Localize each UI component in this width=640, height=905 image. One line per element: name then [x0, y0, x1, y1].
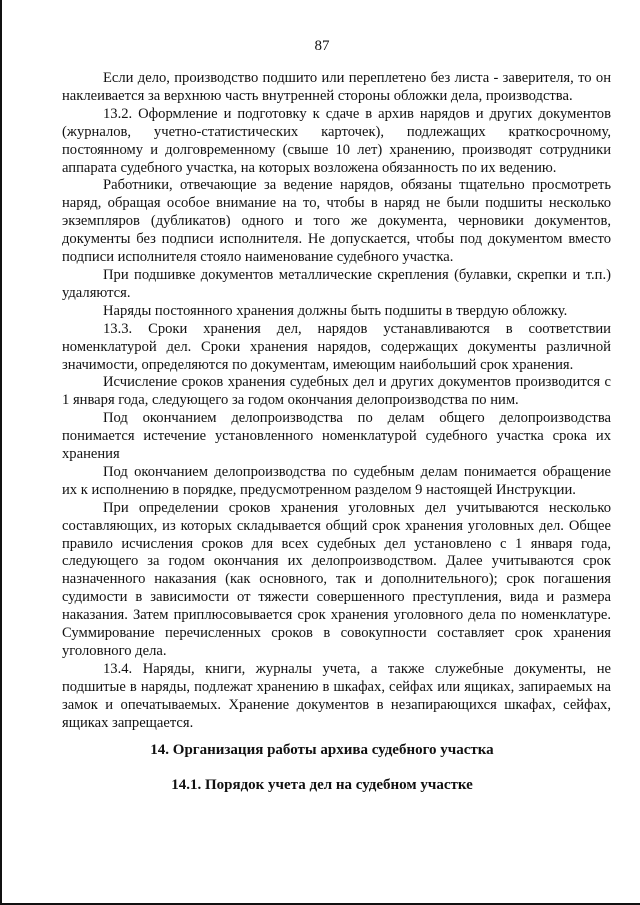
paragraph: При определении сроков хранения уголовных дел учитываются несколько составляющих, из которых складывается общий срок хранения уголовных дел. Общее правило исчисления сроков для всех судебных дел установлено с 1 января года, следующего за годом окончания их делопроизводством. Далее учитываются срок назначенного наказания (как основного, так и дополнительного); срок погашения судимости в зависимости от тяжести совершенного преступления, вида и размера наказания. Затем приплюсовывается срок хранения уголовного дела по номенклатуре. Суммирование перечисленных сроков в совокупности составляет срок хранения уголовного дела. — [62, 499, 611, 659]
paragraph: Под окончанием делопроизводства по судебным делам понимается обращение их к исполнению в порядке, предусмотренном разделом 9 настоящей Инструкции. — [62, 463, 611, 498]
paragraph: Под окончанием делопроизводства по делам общего делопроизводства понимается истечение установленного номенклатурой судебного участка срока их хранения — [62, 410, 611, 463]
paragraph: Если дело, производство подшито или переплетено без листа - заверителя, то он наклеивается за верхнюю часть внутренней стороны обложки дела, производства. — [62, 70, 611, 104]
subsection-heading: 14.1. Порядок учета дел на судебном участке — [171, 777, 473, 793]
paragraph: 13.4. Наряды, книги, журналы учета, а также служебные документы, не подшитые в наряды, подлежат хранению в шкафах, сейфах или ящиках, запираемых на замок и опечатываемых. Хранение документов в незапирающихся шкафах, сейфах, ящиках запрещается. — [62, 660, 611, 731]
paragraph: Исчисление сроков хранения судебных дел и других документов производится с 1 января года, следующего за годом окончания делопроизводства по ним. — [62, 374, 611, 409]
body-text — [62, 70, 611, 733]
section-heading: 14. Организация работы архива судебного участка — [150, 742, 494, 758]
paragraph: При подшивке документов металлические скрепления (булавки, скрепки и т.п.) удаляются. — [62, 266, 611, 301]
paragraph: Работники, отвечающие за ведение нарядов, обязаны тщательно просмотреть наряд, обращая особое внимание на то, чтобы в наряд не были подшиты несколько экземпляров (дубликатов) одного и того же документа, черновики документов, документы без подписи исполнителя. Не допускается, чтобы под документом вместо подписи исполнителя стояло наименование судебного участка. — [62, 177, 611, 266]
paragraph: 13.3. Сроки хранения дел, нарядов устанавливаются в соответствии номенклатурой дел. Сроки хранения нарядов, содержащих документы различной значимости, определяются по документам, имеющим наибольший срок хранения. — [62, 320, 611, 373]
page-number: 87 — [314, 38, 330, 54]
paragraph: 13.2. Оформление и подготовку к сдаче в архив нарядов и других документов (журналов, учетно-статистических карточек), подлежащих краткосрочному, постоянному и долговременному (свыше 10 лет) хранению, производят сотрудники аппарата судебного участка, на которых возложена обязанность по их ведению. — [62, 105, 611, 176]
paragraph: Наряды постоянного хранения должны быть подшиты в твердую обложку. — [103, 302, 568, 319]
